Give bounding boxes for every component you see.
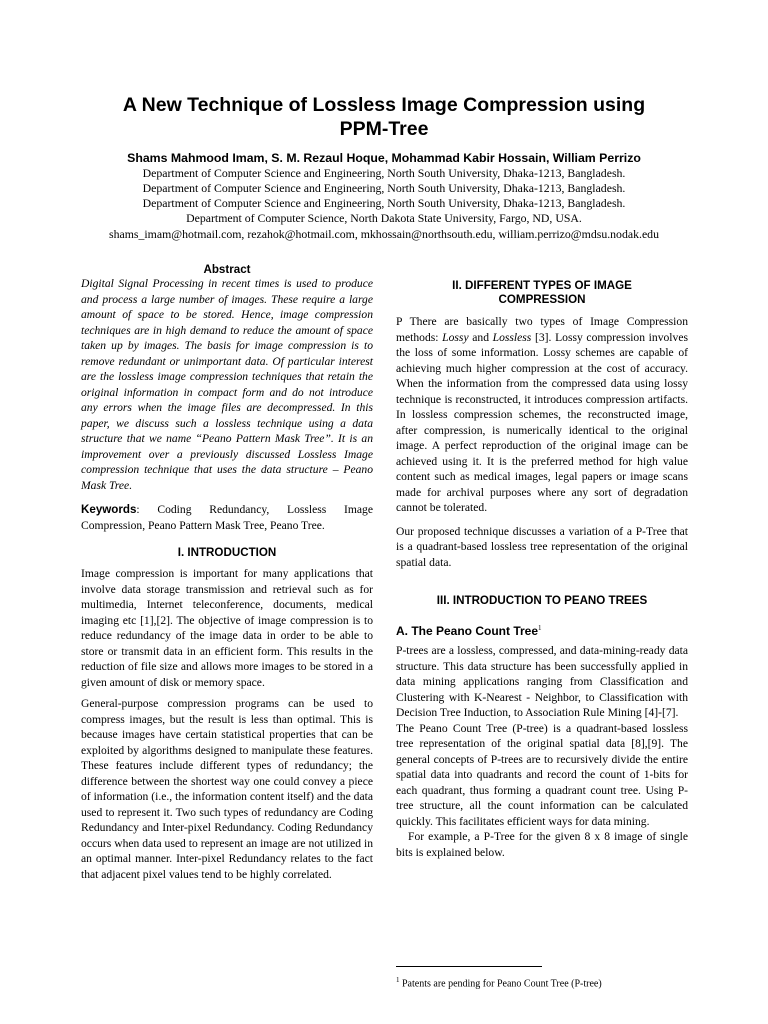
title-line-2: PPM-Tree	[339, 118, 429, 140]
affiliation-3: Department of Computer Science and Engineering, North South University, Dhaka-1213, Bangladesh.	[142, 196, 626, 210]
ptree-paragraph-1: P-trees are a lossless, compressed, and data-mining-ready data structure. This data structure has been successfully applied in data mining applications ranging from Classification and Clustering with K-Nearest - Neighbor, to Classification with Decision Tree Induction, to Association Rule Mining [4]-[7].	[396, 644, 688, 719]
abstract-heading: Abstract	[203, 263, 251, 276]
term-lossless: Lossless	[492, 330, 532, 344]
section-3-heading: III. INTRODUCTION TO PEANO TREES	[436, 594, 648, 607]
right-column	[396, 279, 688, 866]
section-1-heading: I. INTRODUCTION	[177, 546, 277, 559]
term-lossy: Lossy	[442, 330, 469, 344]
keywords-text: : Coding Redundancy, Lossless Image Compression, Peano Pattern Mask Tree, Peano Tree.	[81, 503, 373, 532]
p1-start: P There are basically two types of Image Compression methods:	[396, 315, 688, 344]
intro-paragraph-2: General-purpose compression programs can be used to compress images, but the result is less than optimal. This is because images have certain statistical properties that can be exploited by algorithms designed to manipulate these features. These features include different types of redundancy; the difference between the shortest way one could convey a piece of information (i.e., the information content itself) and the data used to represent it. Two such types of redundancy are Coding Redundancy and Inter-pixel Redundancy. Coding Redundancy occurs when data used to represent an image are not utilized in an optimal manner. Inter-pixel Redundancy relates to the fact that adjacent pixel values tend to be highly correlated.	[81, 697, 373, 881]
intro-paragraph-1: Image compression is important for many applications that involve data storage transmission and retrieval such as for multimedia, Internet teleconference, documents, medical imaging etc [1],[2]. The objective of image compression is to reduce redundancy of the image data in order to be able to store or transmit data in an efficient form. This results in the reduction of file size and allows more images to be stored in a given amount of disk or memory space.	[81, 567, 373, 689]
abstract-text: Digital Signal Processing in recent times is used to produce and process a large number of images. These require a large amount of space to be stored. Hence, image compression techniques are in high demand to reduce the amount of space taken up by images. The basis for image compression is to remove redundant or unimportant data. Of particular interest are the lossless image compression techniques that retain the original information in compact form and do not introduce any errors when the image files are decompressed. In this paper, we discuss such a lossless technique using a data structure that we name “Peano Pattern Mask Tree”. It is an improvement over a previously discussed Lossless Image compression technique that uses the data structure – Peano Mask Tree.	[81, 277, 373, 492]
compression-types-paragraph-2: Our proposed technique discusses a variation of a P-Tree that is a quadrant-based lossless tree representation of the original spatial data.	[396, 524, 688, 569]
subsection-a-title: A. The Peano Count Tree	[396, 624, 539, 638]
affiliation-2: Department of Computer Science and Engineering, North South University, Dhaka-1213, Bangladesh.	[142, 181, 626, 195]
p1-and: and	[468, 330, 493, 344]
keywords-label: Keywords	[81, 503, 137, 516]
author-emails: shams_imam@hotmail.com, rezahok@hotmail.com, mkhossain@northsouth.edu, william.perrizo@mdsu.nodak.edu	[109, 227, 659, 241]
author-list: Shams Mahmood Imam, S. M. Rezaul Hoque, Mohammad Kabir Hossain, William Perrizo	[127, 151, 641, 165]
section-2-heading-line-2: COMPRESSION	[498, 293, 586, 306]
p1-rest: [3]. Lossy compression involves the loss of some information. Lossy schemes are capable of achieving much higher compression at the cost of accuracy. When the information from the compressed data using lossy technique is reconstructed, it introduces compression artifacts. In lossless compression schemes, the reconstructed image, after compression, is numerically identical to the original image. A perfect reproduction of the original image can be achieved using it. It is the preferred method for high value content such as medical images, legal papers or image scans made for archival purposes where any sort of degradation cannot be tolerated.	[396, 330, 688, 514]
section-2-heading	[396, 279, 688, 307]
compression-types-paragraph-1	[396, 314, 688, 516]
footnote	[396, 976, 602, 989]
ptree-paragraph-3: For example, a P-Tree for the given 8 x 8 image of single bits is explained below.	[396, 830, 688, 859]
paper-title	[60, 93, 708, 141]
ptree-paragraph-2: The Peano Count Tree (P-tree) is a quadrant-based lossless tree representation of the original spatial data [8],[9]. The general concepts of P-trees are to recursively divide the entire spatial data into quadrants and record the count of 1-bits for each quadrant, thus forming a quadrant count tree. Using P-tree structure, all the count information can be calculated quickly. This facilitates efficient ways for data mining.	[396, 721, 688, 828]
footnote-text: Patents are pending for Peano Count Tree (P-tree)	[399, 978, 602, 990]
footnote-ref: 1	[538, 624, 542, 632]
footnote-mark: 1	[396, 976, 400, 984]
affiliation-4: Department of Computer Science, North Dakota State University, Fargo, ND, USA.	[186, 211, 582, 225]
footnote-separator	[396, 966, 542, 967]
left-column	[81, 263, 373, 888]
keywords	[81, 502, 373, 533]
subsection-a-heading	[396, 624, 688, 638]
title-line-1: A New Technique of Lossless Image Compression using	[122, 94, 646, 116]
affiliation-1: Department of Computer Science and Engineering, North South University, Dhaka-1213, Bangladesh.	[142, 166, 626, 180]
section-2-heading-line-1: II. DIFFERENT TYPES OF IMAGE	[452, 279, 632, 292]
